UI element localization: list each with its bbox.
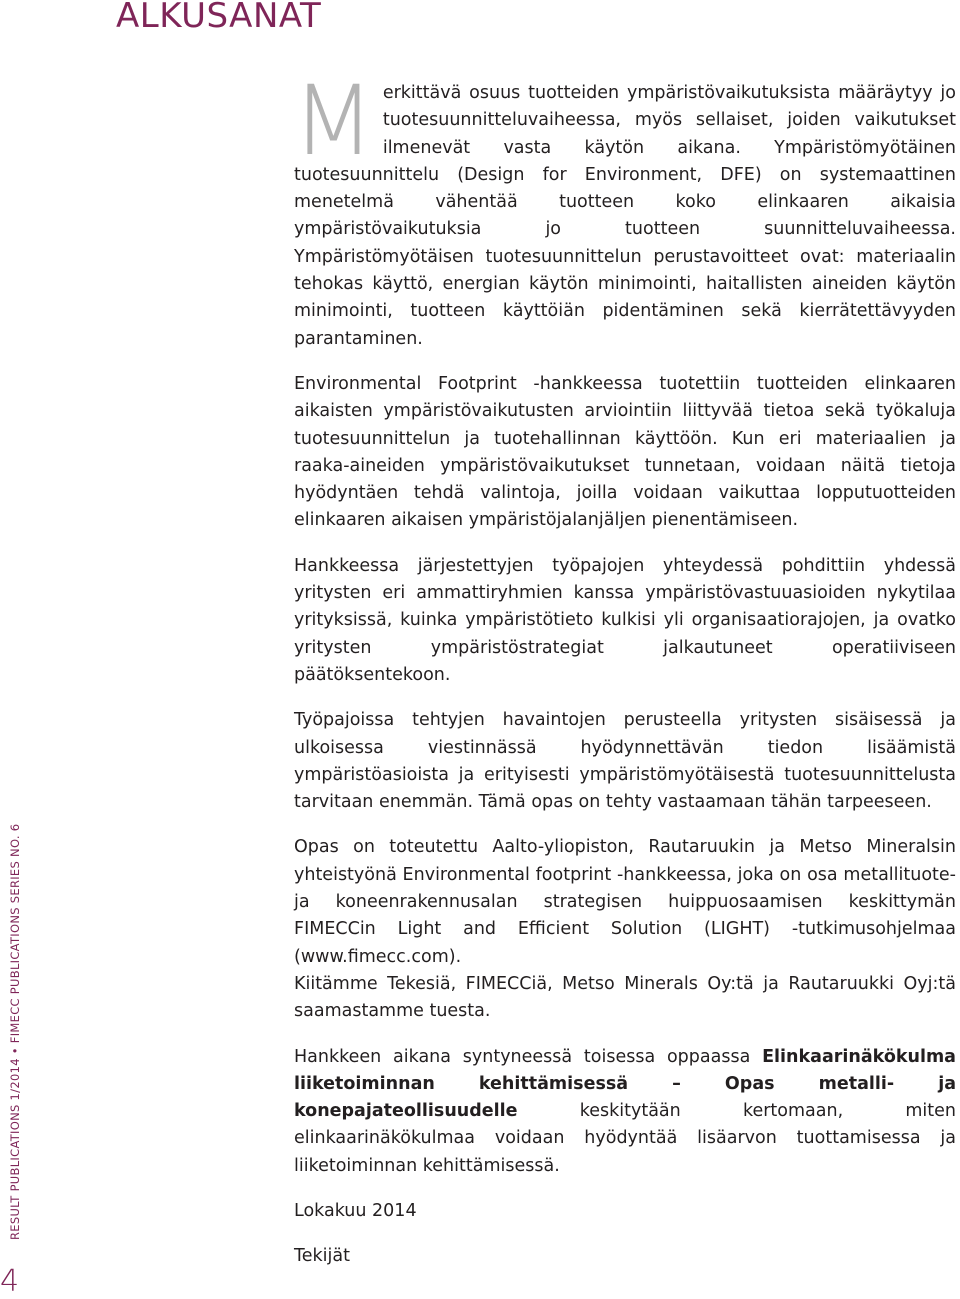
page-number: 4 <box>0 1264 20 1299</box>
signature: Tekijät <box>294 1246 350 1267</box>
guide-title: Elinkaarinäkökulma liiketoiminnan kehittämisessä – Opas metalli- ja konepajateollisuudelle <box>294 1046 956 1122</box>
intro-paragraph <box>292 65 956 353</box>
paragraph-7-lead: Hankkeen aikana syntyneessä toisessa oppaassa <box>294 1046 763 1067</box>
paragraph-7 <box>294 1044 956 1180</box>
drop-cap: M <box>292 65 375 177</box>
paragraph-3: Hankkeessa järjestettyjen työpajojen yhteydessä pohdittiin yhdessä yritysten eri ammattiryhmien kanssa ympäristövastuuasioiden nykytilaa yrityksissä, kuinka ympäristötieto kulkisi yli organisaatiorajojen, ja ovatko yritysten ympäristöstrategiat jalkautuneet operatiiviseen päätöksentekoon. <box>294 555 956 685</box>
series-side-label: RESULT PUBLICATIONS 1/2014 • FIMECC PUBLICATIONS SERIES NO. 6 <box>8 823 22 1240</box>
paragraph-5: Opas on toteutettu Aalto-yliopiston, Rautaruukin ja Metso Mineralsin yhteistyönä Environmental footprint -hankkeessa, joka on osa metallituote- ja koneenrakennusalan strategisen huippuosaamisen keskittymän FIMECCin Light and Efficient Solution (LIGHT) -tutkimusohjelmaa (www.fimecc.com). <box>294 837 956 967</box>
paragraph-7-tail: keskitytään kertomaan, miten elinkaarinäkökulmaa voidaan hyödyntää lisäarvon tuottamisessa ja liiketoiminnan kehittämisessä. <box>294 1101 956 1176</box>
date-line: Lokakuu 2014 <box>294 1200 417 1221</box>
paragraph-4: Työpajoissa tehtyjen havaintojen perusteella yritysten sisäisessä ja ulkoisessa viestinnässä hyödynnettävän tiedon lisäämistä ympäristöasioista ja erityisesti ympäristömyötäisestä tuotesuunnittelusta tarvitaan enemmän. Tämä opas on tehty vastaamaan tähän tarpeeseen. <box>294 710 956 813</box>
page-title: ALKUSANAT <box>116 0 322 36</box>
intro-text: erkittävä osuus tuotteiden ympäristövaikutuksista määräytyy jo tuotesuunnitteluvaiheessa, myös sellaiset, joiden vaikutukset ilmenevät vasta käytön aikana. Ympäristömyötäinen tuotesuunnittelu (Design for Environment, DFE) on systemaattinen menetelmä vähentää tuotteen koko elinkaaren aikaisia ympäristövaikutuksia jo tuotteen suunnitteluvaiheessa. Ympäristömyötäisen tuotesuunnittelun perustavoitteet ovat: materiaalin tehokas käyttö, energian käytön minimointi, haitallisten aineiden käytön minimointi, tuotteen käyttöiän pidentäminen sekä kierrätettävyyden parantaminen. <box>294 83 956 349</box>
paragraph-2: Environmental Footprint -hankkeessa tuotettiin tuotteiden elinkaaren aikaisten ympäristövaikutusten arviointiin liittyvää tietoa sekä työkaluja tuotesuunnittelun ja tuotehallinnan käyttöön. Kun eri materiaalien ja raaka-aineiden ympäristövaikutukset tunnetaan, voidaan näitä tietoja hyödyntäen tehdä valintoja, joilla voidaan vaikuttaa lopputuotteiden elinkaaren aikaisen ympäristöjalanjäljen pienentämiseen. <box>294 373 956 531</box>
foreword-body <box>292 65 956 1289</box>
paragraph-6: Kiitämme Tekesiä, FIMECCiä, Metso Minerals Oy:tä ja Rautaruukki Oyj:tä saamastamme tuesta. <box>294 973 956 1022</box>
